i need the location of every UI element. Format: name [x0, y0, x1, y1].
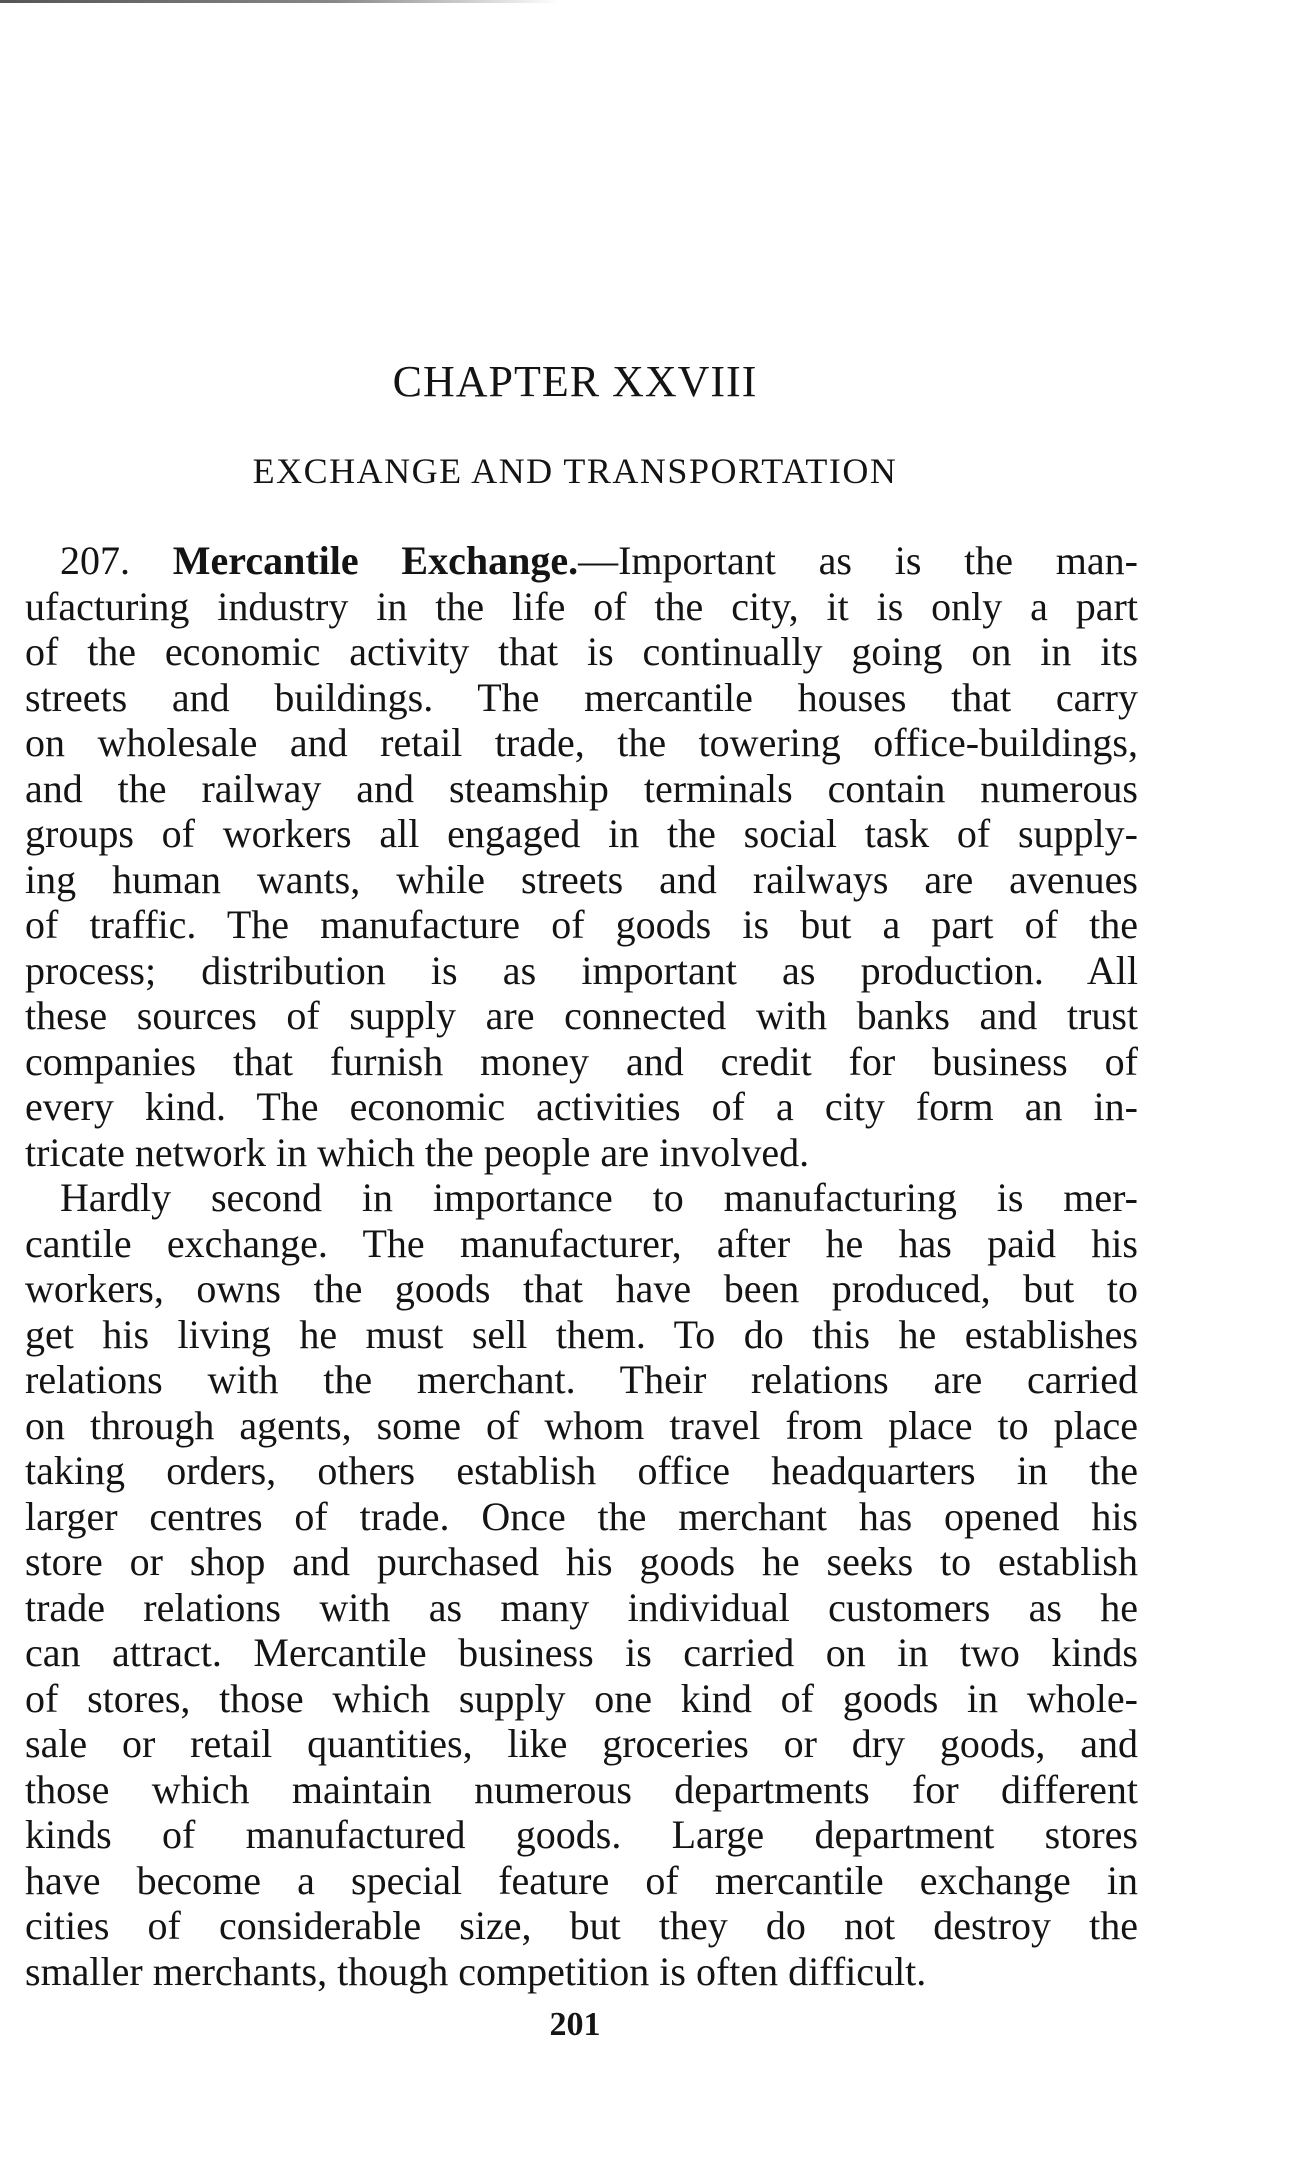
text-line: tricate network in which the people are involved. — [25, 1129, 810, 1175]
text-line: on wholesale and retail trade, the towering office-buildings, — [25, 720, 1138, 765]
text-line: ing human wants, while streets and railways are avenues — [25, 856, 1138, 902]
section-heading-line — [25, 538, 1138, 584]
text-line: cantile exchange. The manufacturer, after he has paid his — [25, 1220, 1138, 1266]
text-line: and the railway and steamship terminals contain numerous — [25, 765, 1138, 811]
paragraph-2 — [25, 1175, 1138, 1994]
text-line: have become a special feature of mercantile exchange in — [25, 1857, 1138, 1903]
text-line: on through agents, some of whom travel from place to place — [25, 1402, 1138, 1448]
section-first-line: —Important as is the man- — [578, 538, 1138, 583]
text-line: ufacturing industry in the life of the city, it is only a part — [25, 583, 1138, 629]
text-line: workers, owns the goods that have been produced, but to — [25, 1266, 1138, 1311]
chapter-number: CHAPTER XXVIII — [392, 357, 758, 406]
text-line: cities of considerable size, but they do not destroy the — [25, 1903, 1138, 1948]
text-line: streets and buildings. The mercantile houses that carry — [25, 674, 1138, 720]
text-line: can attract. Mercantile business is carried on in two kinds — [25, 1630, 1138, 1675]
text-line: trade relations with as many individual customers as he — [25, 1584, 1138, 1630]
text-line: of stores, those which supply one kind of goods in whole- — [25, 1675, 1138, 1721]
text-line: get his living he must sell them. To do this he establishes — [25, 1311, 1138, 1357]
text-line: these sources of supply are connected with banks and trust — [25, 993, 1138, 1038]
text-line: relations with the merchant. Their relations are carried — [25, 1357, 1138, 1402]
body-text — [25, 538, 1138, 1994]
text-line: kinds of manufactured goods. Large department stores — [25, 1812, 1138, 1857]
section-number: 207. — [60, 538, 130, 583]
text-line: Hardly second in importance to manufacturing is mer- — [60, 1175, 1138, 1220]
text-line: store or shop and purchased his goods he seeks to establish — [25, 1539, 1138, 1584]
chapter-title: EXCHANGE AND TRANSPORTATION — [252, 451, 898, 491]
paragraph-1 — [25, 584, 1138, 1176]
text-line: of the economic activity that is continually going on in its — [25, 629, 1138, 674]
text-line: taking orders, others establish office headquarters in the — [25, 1448, 1138, 1493]
text-line: smaller merchants, though competition is often difficult. — [25, 1948, 927, 1994]
text-line: every kind. The economic activities of a city form an in- — [25, 1084, 1138, 1129]
text-line: groups of workers all engaged in the social task of supply- — [25, 811, 1138, 856]
text-line: companies that furnish money and credit for business of — [25, 1038, 1138, 1084]
section-title: Mercantile Exchange. — [172, 538, 579, 583]
text-line: those which maintain numerous departments for different — [25, 1766, 1138, 1812]
text-line: of traffic. The manufacture of goods is but a part of the — [25, 902, 1138, 947]
text-line: sale or retail quantities, like groceries or dry goods, and — [25, 1721, 1138, 1766]
text-line: process; distribution is as important as production. All — [25, 947, 1138, 993]
text-line: larger centres of trade. Once the merchant has opened his — [25, 1493, 1138, 1539]
page-number: 201 — [549, 2006, 601, 2043]
scan-edge-rule — [0, 0, 560, 3]
